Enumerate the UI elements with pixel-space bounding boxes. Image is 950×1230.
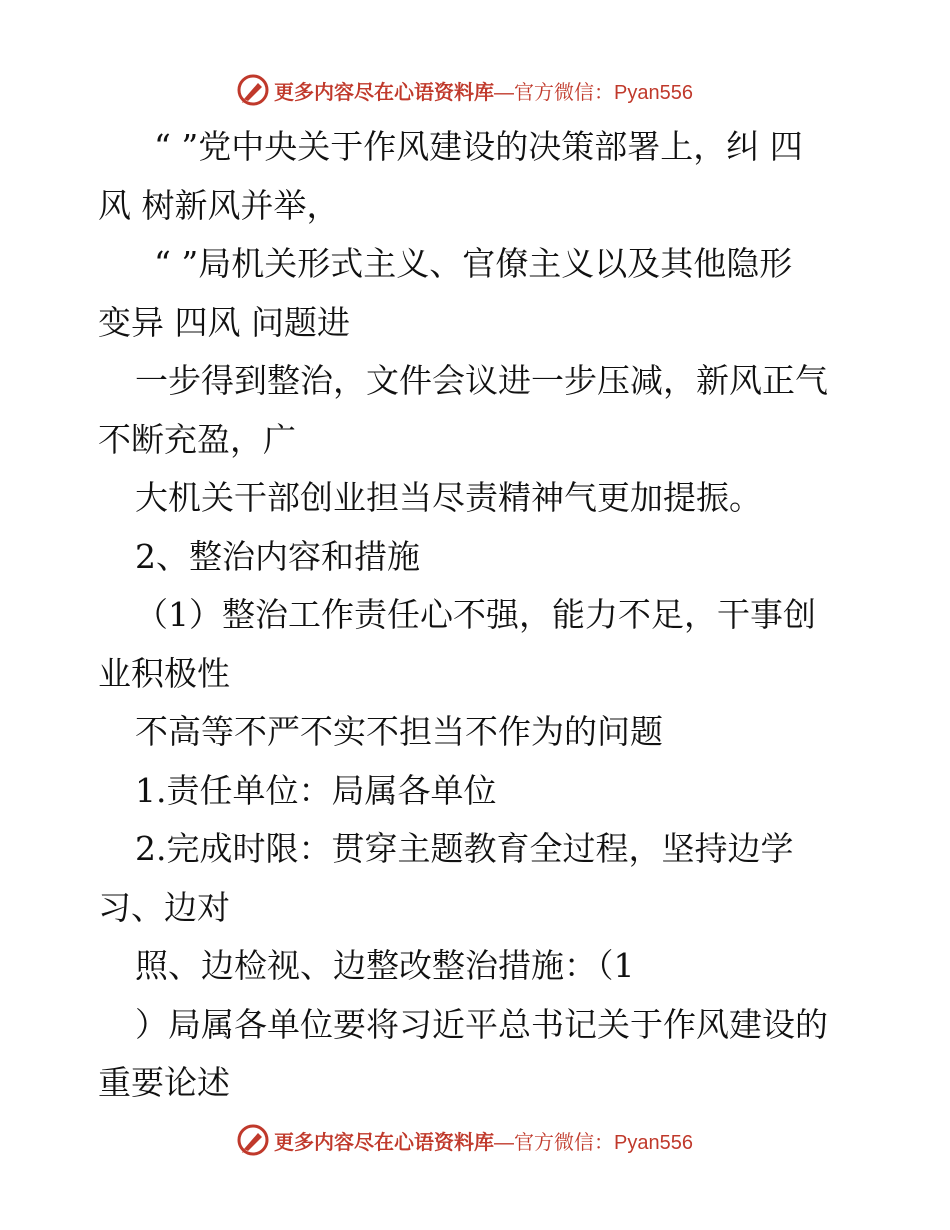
text-line: 风 树新风并举，: [98, 185, 340, 225]
text-line: ）局属各单位要将习近平总书记关于作风建设的: [135, 1004, 828, 1044]
pen-logo-icon: [236, 1123, 270, 1157]
pen-logo-icon: [236, 73, 270, 107]
text-line: 不高等不严不实不担当不作为的问题: [135, 712, 663, 751]
section-heading: 2、整治内容和措施: [135, 536, 420, 576]
text-line: 2.完成时限：贯穿主题教育全过程，坚持边学: [135, 829, 794, 868]
text-line: （1）整治工作责任心不强，能力不足，干事创: [135, 595, 816, 634]
watermark-text: 更多内容尽在心语资料库: [274, 79, 494, 104]
document-body: [98, 118, 858, 1113]
text-line: 一步得到整治，文件会议进一步压减，新风正气: [135, 361, 828, 400]
watermark-suffix: —官方微信：Pyan556: [494, 81, 693, 104]
text-line: 变异 四风 问题进: [98, 302, 350, 342]
text-line: 重要论述: [98, 1063, 230, 1102]
text-line: “ ”局机关形式主义、官僚主义以及其他隐形: [154, 244, 793, 283]
footer-watermark: [236, 1122, 693, 1158]
watermark-text: 更多内容尽在心语资料库: [274, 1129, 494, 1154]
watermark-suffix: —官方微信：Pyan556: [494, 1131, 693, 1154]
header-watermark: [236, 72, 693, 108]
text-line: 照、边检视、边整改整治措施：（1: [135, 946, 635, 985]
text-line: 业积极性: [98, 653, 230, 693]
text-line: 不断充盈，广: [98, 419, 296, 459]
text-line: “ ”党中央关于作风建设的决策部署上，纠 四: [154, 127, 803, 166]
text-line: 1.责任单位：局属各单位: [135, 770, 497, 810]
text-line: 习、边对: [98, 887, 230, 927]
text-line: 大机关干部创业担当尽责精神气更加提振。: [135, 478, 762, 517]
